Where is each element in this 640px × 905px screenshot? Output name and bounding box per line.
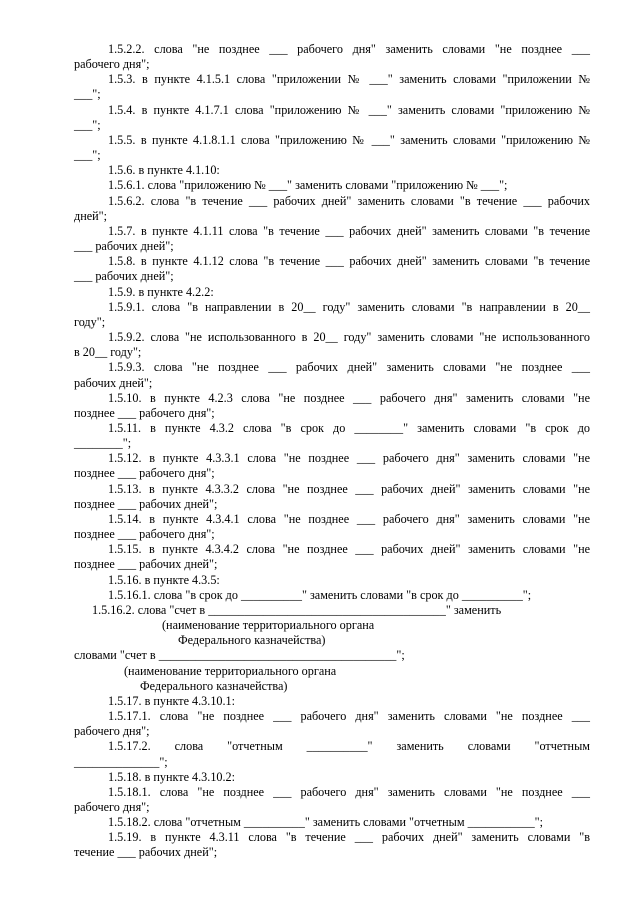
document-line: 1.5.9.2. слова "не использованного в 20__ году" заменить словами "не использованного: [108, 330, 590, 344]
document-line: 1.5.16.1. слова "в срок до __________" заменить словами "в срок до __________";: [108, 588, 532, 602]
document-line: рабочего дня";: [74, 800, 150, 814]
document-line: (наименование территориального органа: [162, 618, 375, 632]
document-line: ________";: [74, 436, 132, 450]
document-line: 1.5.18.1. слова "не позднее ___ рабочего дня" заменить словами "не позднее ___: [108, 785, 590, 799]
document-line: позднее ___ рабочего дня";: [74, 527, 215, 541]
document-line: 1.5.3. в пункте 4.1.5.1 слова "приложении № ___" заменить словами "приложении №: [108, 72, 590, 86]
document-line: рабочих дней";: [74, 376, 153, 390]
document-line: 1.5.9. в пункте 4.2.2:: [108, 285, 214, 299]
document-line: 1.5.9.1. слова "в направлении в 20__ году" заменить словами "в направлении в 20__: [108, 300, 590, 314]
document-line: течение ___ рабочих дней";: [74, 845, 218, 859]
document-line: 1.5.6. в пункте 4.1.10:: [108, 163, 220, 177]
document-line: Федерального казначейства): [178, 633, 326, 647]
document-line: позднее ___ рабочих дней";: [74, 557, 218, 571]
document-line: позднее ___ рабочего дня";: [74, 406, 215, 420]
document-line: 1.5.18.2. слова "отчетным __________" заменить словами "отчетным ___________";: [108, 815, 544, 829]
document-line: 1.5.17.2. слова "отчетным __________" заменить словами "отчетным: [108, 739, 590, 753]
document-line: ______________";: [74, 755, 168, 769]
document-line: 1.5.13. в пункте 4.3.3.2 слова "не позднее ___ рабочих дней" заменить словами "не: [108, 482, 590, 496]
document-line: 1.5.5. в пункте 4.1.8.1.1 слова "приложению № ___" заменить словами "приложению №: [108, 133, 590, 147]
document-line: ___";: [74, 118, 101, 132]
document-line: 1.5.6.2. слова "в течение ___ рабочих дней" заменить словами "в течение ___ рабочих: [108, 194, 590, 208]
document-line: 1.5.4. в пункте 4.1.7.1 слова "приложению № ___" заменить словами "приложению №: [108, 103, 590, 117]
document-line: словами "счет в _______________________________________";: [74, 648, 405, 662]
document-line: 1.5.16. в пункте 4.3.5:: [108, 573, 220, 587]
document-line: дней";: [74, 209, 108, 223]
document-line: 1.5.8. в пункте 4.1.12 слова "в течение ___ рабочих дней" заменить словами "в течение: [108, 254, 590, 268]
document-line: 1.5.7. в пункте 4.1.11 слова "в течение ___ рабочих дней" заменить словами "в течение: [108, 224, 590, 238]
document-line: 1.5.11. в пункте 4.3.2 слова "в срок до ________" заменить словами "в срок до: [108, 421, 590, 435]
document-line: ___ рабочих дней";: [74, 239, 174, 253]
document-line: 1.5.17.1. слова "не позднее ___ рабочего дня" заменить словами "не позднее ___: [108, 709, 590, 723]
document-line: рабочего дня";: [74, 57, 150, 71]
document-line: 1.5.10. в пункте 4.2.3 слова "не позднее ___ рабочего дня" заменить словами "не: [108, 391, 590, 405]
document-line: 1.5.16.2. слова "счет в _______________________________________" заменить: [92, 603, 502, 617]
document-line: 1.5.6.1. слова "приложению № ___" заменить словами "приложению № ___";: [108, 178, 508, 192]
document-line: ___";: [74, 148, 101, 162]
document-line: позднее ___ рабочих дней";: [74, 497, 218, 511]
document-line: ___";: [74, 87, 101, 101]
document-line: 1.5.9.3. слова "не позднее ___ рабочих дней" заменить словами "не позднее ___: [108, 360, 590, 374]
document-line: в 20__ году";: [74, 345, 142, 359]
document-line: 1.5.17. в пункте 4.3.10.1:: [108, 694, 236, 708]
document-line: позднее ___ рабочего дня";: [74, 466, 215, 480]
document-line: 1.5.15. в пункте 4.3.4.2 слова "не позднее ___ рабочих дней" заменить словами "не: [108, 542, 590, 556]
document-line: ___ рабочих дней";: [74, 269, 174, 283]
document-line: Федерального казначейства): [140, 679, 288, 693]
document-line: году";: [74, 315, 106, 329]
document-line: рабочего дня";: [74, 724, 150, 738]
document-line: (наименование территориального органа: [124, 664, 337, 678]
document-line: 1.5.14. в пункте 4.3.4.1 слова "не позднее ___ рабочего дня" заменить словами "не: [108, 512, 590, 526]
document-line: 1.5.18. в пункте 4.3.10.2:: [108, 770, 236, 784]
document-line: 1.5.12. в пункте 4.3.3.1 слова "не позднее ___ рабочего дня" заменить словами "не: [108, 451, 590, 465]
document-line: 1.5.2.2. слова "не позднее ___ рабочего дня" заменить словами "не позднее ___: [108, 42, 590, 56]
document-line: 1.5.19. в пункте 4.3.11 слова "в течение ___ рабочих дней" заменить словами "в: [108, 830, 590, 844]
